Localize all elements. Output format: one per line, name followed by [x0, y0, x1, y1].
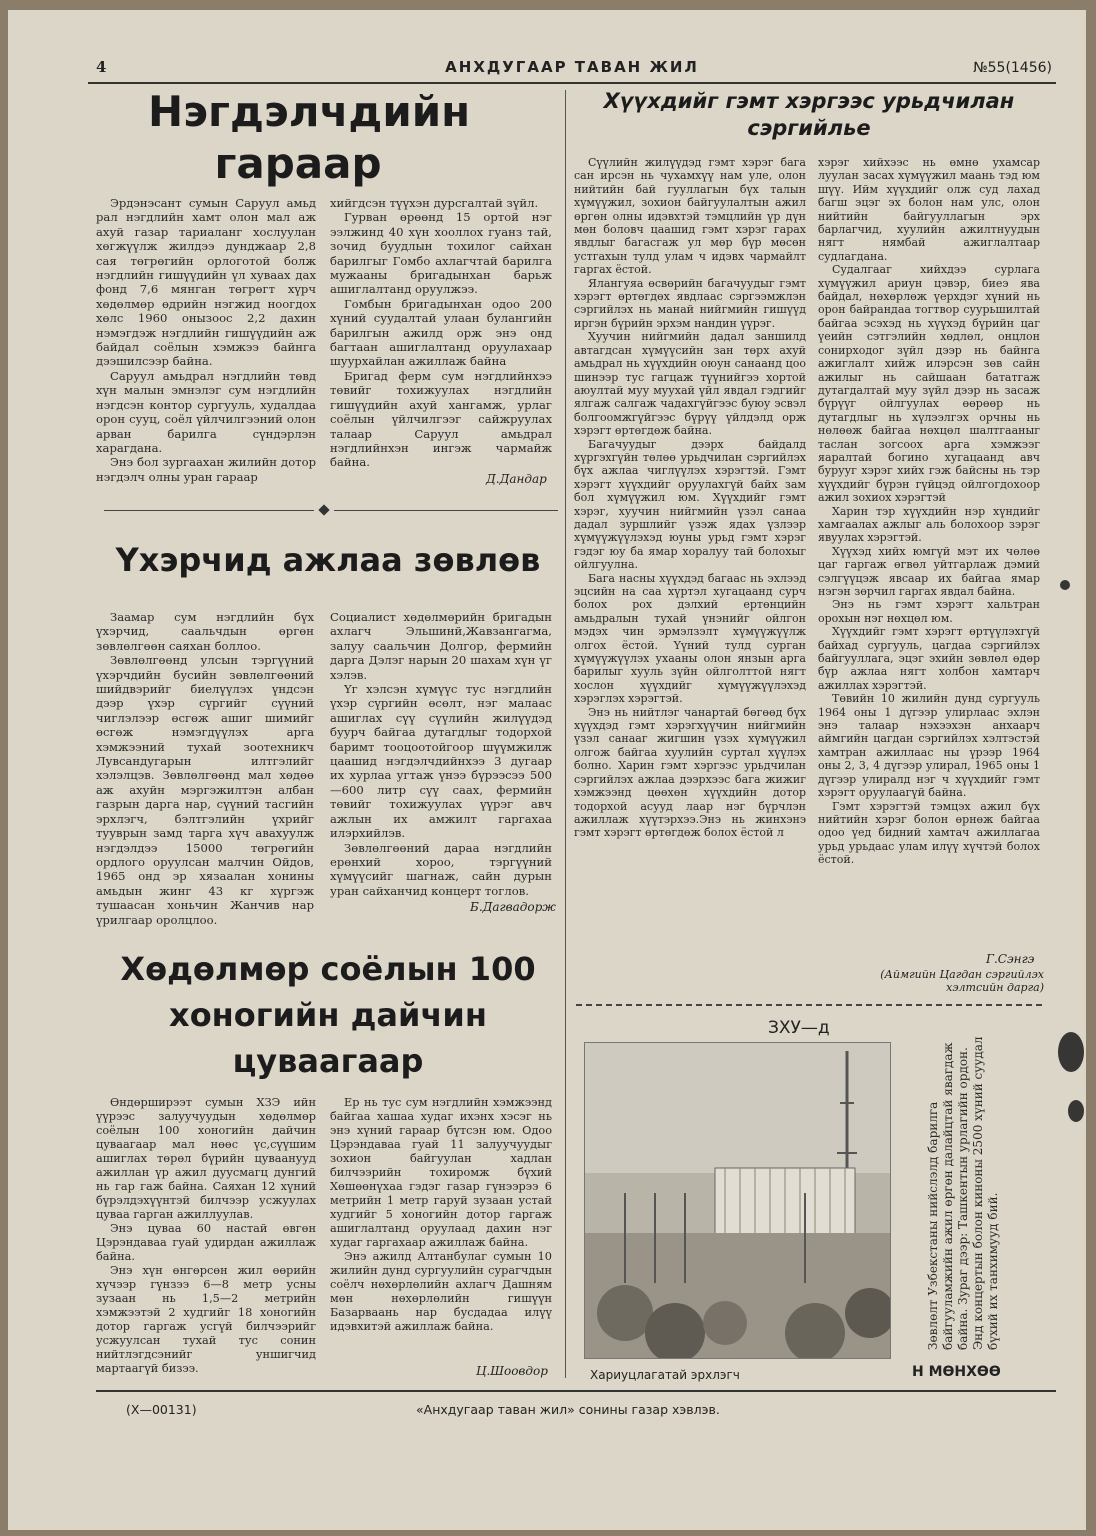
separator-ornament	[318, 504, 329, 515]
article2-paragraph: Заамар сум нэгдлийн бүх үхэрчид, саальчдын өргөн зөвлөлгөөн саяхан боллоо.	[96, 610, 314, 653]
article1-paragraph: Эрдэнэсант сумын Саруул амьд рал нэгдлийн хамт олон мал аж ахуй газар тариаланг хослуулан хөгжүүлж жилдээ дунджаар 2,8 сая төгрөгийн орлоготой болж нэгдлийн гишүүдийн үл хуваах дах фонд 7,6 мянган төгрөгт хүрч хөдөлмөр өдрийн нэгжид ноогдох хөлс 1960 онызоос 2,2 дахин нэмэгдэж нэгдлийн гишүүдийн аж байдал соёлын хэмжээ байнга дээшилсээр байна.	[96, 196, 316, 369]
article1-paragraph: Гурван өрөөнд 15 ортой нэг ээлжинд 40 хүн хооллох гуанз тай, зочид буудлын тохилог сайхан барилгыг Гомбо ахлагчтай барилга мужааны бригадынхан барьж ашиглалтанд оруулжээ.	[330, 210, 552, 297]
article1-title	[148, 86, 471, 190]
article1-col2	[330, 196, 552, 470]
article3-col1	[96, 1096, 316, 1376]
masthead: АНХДУГААР ТАВАН ЖИЛ	[445, 58, 699, 76]
article4-paragraph: Судалгааг хийхдээ сурлага хүмүүжил ариун цэвэр, биеэ ява байдал, нөхөрлөж үерхдэг хүний нь орон байрандаа тогтвор суурьшилтай байгаа эсэхэд нь хүүхэд бүрийн цаг үеийн сэтгэлийн хөдлөл, онцлон сонирходог зүйл дээр нь байнга ажиглалт хийж илэрсэн зөв сайн ажилыг нь сайшаан бататгаж дутагдалтай муу зүйл дээр нь засаж бүрүүг ойлгуулах өөрөөр нь дутагдлыг нь хүлээлгэх орчны нь нөлөөж байгаа нөхцөл шалтгааныг таслан зогсоох арга хэмжээг яаралтай богино хугацаанд авч бурууг хэрэг хийх гэж байсны нь тэр хүүхдийг бүрэн гүйцэд ойлгогдохоор ажил зохиох хэрэгтэй	[818, 263, 1040, 505]
article4-paragraph: Энэ нь гэмт хэрэгт хальтран орохын нэг нөхцөл юм.	[818, 598, 1040, 625]
article2-paragraph: Зөвлөлгөөний дараа нэгдлийн ерөнхий хороо, тэргүүний хүмүүсийг шагнаж, сайн дурын уран сайханчид концерт тоглов.	[330, 840, 552, 898]
page-header	[88, 48, 1056, 84]
article3-col2	[330, 1096, 552, 1334]
separator-line	[334, 510, 558, 511]
editor-label: Хариуцлагатай эрхлэгч	[590, 1368, 740, 1382]
page-number: 4	[96, 58, 107, 76]
article1-paragraph: хийгдсэн түүхэн дурсгалтай зүйл.	[330, 196, 539, 210]
article3-signature: Ц.Шоовдор	[476, 1364, 548, 1378]
photo-caption-text: Зөвлөлт Узбекстаны нийслэлд барилга байгууламжийн ажил өргөн далайцтай явагдаж байна. Зураг дээр: Ташкентын урлагийн ордон. Энд концертын болон киноны 2500 хүний суудал бүхий их танхимууд бий.	[926, 1036, 1000, 1350]
article2-paragraph: Зөвлөлгөөнд улсын тэргүүний үхэрчдийн бусийн зөвлөлгөөний шийдвэрийг биелүүлэх үндсэн дээр үхэр сүргийг сүүний чиглэлээр өсгөж ашиг шимийг өсгөж нэмэгдүүлэх арга хэмжээний тухай зоотехникч Лувсандугарын илтгэлийг хэлэлцэв. Зөвлөлгөөнд мал хөдөө аж ахуйн мэргэжилтэн албан газрын дарга нар, сүүний тасгийн эрхлэгч, бэлтгэлийн үхрийг тууврын замд тарга хүч авахуулж нэгдэлдээ 15000 төгрөгийн ордлого оруулсан малчин Ойдов, 1965 онд эр хязаалан хонины амьдын жинг 43 кг хүргэж тушаасан хоньчин Жанчив нар үрилгаар оролцлоо.	[96, 653, 314, 927]
ink-stain	[1058, 1032, 1084, 1072]
article4-title-line1: Хүүхдийг гэмт хэргээс урьдчилан	[603, 89, 1015, 113]
ink-stain	[1068, 1100, 1084, 1122]
article4-title-line2: сэргийлье	[747, 116, 871, 140]
article4-col2	[818, 156, 1040, 867]
article1-signature: Д.Дандар	[486, 472, 547, 486]
article4-signature: Г.Сэнгэ	[986, 952, 1035, 966]
article2-signature: Б.Дагвадорж	[470, 900, 556, 914]
article3-paragraph: Өндөрширээт сумын ХЗЭ ийн үүрээс залуучуудын хөдөлмөр соёлын 100 хоногийн дайчин цуваагаар мал нөөс үс,сүүшим ашиглах төрөл бүрийн цуваанууд ажиллан үр ажил дуусмагц дунгий нь гар гаж байна. Саяхан 12 хүний бүрэлдэхүүнтэй билчээр усжуулах цуваа гарган ажиллуулав.	[96, 1096, 316, 1221]
article2-title: Үхэрчид ажлаа зөвлөв	[115, 541, 541, 579]
photo-illustration	[585, 1043, 890, 1358]
article3-paragraph: Ер нь тус сум нэгдлийн хэмжээнд байгаа хашаа худаг ихэнх хэсэг нь энэ хүний гараар бүтсэн юм. Одоо Цэрэндаваа гуай 11 залуучуудыг зохион байгуулан хадлан билчээрийн тохиромж бүхий Хөшөөнүхаа гэдэг газар гүнээрээ 6 метрийн 1 метр гаруй зузаан устай худгийг 5 хоногийн дотор гаргаж ашиглалтанд оруулаад дахин нэг худаг гаргахаар ажиллаж байна.	[330, 1096, 552, 1249]
column-divider	[565, 90, 566, 1378]
editor-name: Н МӨНХӨӨ	[912, 1364, 1001, 1380]
photo-label: ЗХУ—д	[768, 1018, 830, 1038]
publisher-line: «Анхдугаар таван жил» сонины газар хэвлэв.	[416, 1402, 720, 1417]
article4-paragraph: Хүүхдийг гэмт хэрэгт өртүүлэхгүй байхад сургууль, цагдаа сэргийлэх байгууллага, эцэг эхийн зөвлөл өдөр бүр ажлаа нягт холбон хамтарч ажиллах хэрэгтэй.	[818, 625, 1040, 692]
article3-paragraph: Энэ ажилд Алтанбулаг сумын 10 жилийн дунд сургуулийн сурагчдын соёлч нөхөрлөлийн ахлагч Дашням мөн нөхөрлөлийн гишүүн Базарваань нар бусдадаа илүү идэвхитэй ажиллаж байна.	[330, 1250, 552, 1333]
article4-signature-title: (Аймгийн Цагдан сэргийлэх хэлтсийн дарга)	[880, 968, 1044, 994]
article3-title	[103, 946, 553, 1084]
photo-caption	[916, 1020, 1046, 1360]
page-footer	[96, 1390, 1056, 1426]
article4-paragraph: Гэмт хэрэгтэй тэмцэх ажил бүх нийтийн хэрэг болон өрнөж байгаа одоо үед бидний хамтач ажиллагаа урьд урьдаас улам илүү хүчтэй болох ёстой.	[818, 799, 1040, 867]
newspaper-page	[8, 10, 1086, 1530]
article4-paragraph: Сүүлийн жилүүдэд гэмт хэрэг бага сан ирсэн нь чухамхүү нам уле, олон нийтийн бай гууллагын бүх талын хүмүүжил, зохион байгуулалтын ажил өргөн олны идэвхтэй тэмцлийн үр дүн мөн боловч цаашид гэмт хэрэг гарах явдлыг багасгаж ул мөр бүр мөсөн устгахын тулд улам ч идэвх чармайлт гаргах ёстой.	[574, 156, 806, 277]
issue-number: №55(1456)	[973, 60, 1052, 76]
article2-col2	[330, 610, 552, 898]
article2-col1	[96, 610, 314, 927]
article2-paragraph: Социалист хөдөлмөрийн бригадын ахлагч Эльшинй,Жавзангагма, залуу саальчин Долгор, фермийн дарга Дэлэг нарын 20 шахам хүн үг хэлэв.	[330, 610, 552, 682]
article3-title-line2: хоногийн дайчин	[169, 996, 487, 1034]
article4-title	[574, 88, 1044, 142]
article4-paragraph: Багачуудыг дээрх байдалд хүргэхгүйн төлөө урьдчилан сэргийлэх бүх ажлаа чиглүүлэх хэрэгтэй. Гэмт хэрэгт хүүхдийг оруулахгүй байх зам бол хүмүүжил юм. Хүүхдийг гэмт хэрэг, хуучин нийгмийн үзэл санаа дадал зуршлийг үзэж ядах үзлээр хүмүүжүүлэхэд юуны урьд гэмт хэрэг гэдэг юу ба ямар хоралуу тай болохыг ойлгуулна.	[574, 437, 806, 572]
article3-paragraph: Энэ хүн өнгөрсөн жил өөрийн хүчээр гүнзээ 6—8 метр усны зузаан нь 1,5—2 метрийн хэмжээтэй 2 худгийг 18 хоногийн дотор гаргаж усгүй билчээрийг усжуулсан тухай тус сонин нийтлэгдсэнийг уншигчид мартаагүй бизээ.	[96, 1264, 316, 1375]
article4-paragraph: Бага насны хүүхдэд багаас нь эхлээд эцсийн на саа хүртэл хугацаанд сурч болох рох дэлхий ертөнцийн амьдралын тухай үнэнийг ойлгон мэдэх чин эрмэлзэлт хүмүүжүүлж олгох ёстой. Үүний тулд сурган хүмүүжүүлэх ухааны олон янзын арга барилыг хууль зүйн ойлголттой нягт хослон хүүхдийг хүмүүжүүлэхэд хэрэглэх хэрэгтэй.	[574, 571, 806, 706]
article4-paragraph: Харин тэр хүүхдийн нэр хүндийг хамгаалах ажлыг аль болохоор зэрэг явуулах хэрэгтэй.	[818, 504, 1040, 545]
article4-paragraph: хэрэг хийхээс нь өмнө ухамсар луулан засах хүмүүжил маань тэд юм шүү. Ийм хүүхдийг олж суд лахад багш эцэг эх болон нам улс, олон нийтийн байгууллагын эрх барлагчид, хуулийн ажилтнуудын нягт нямбай ажиглалтаар судлагдана.	[818, 156, 1040, 263]
print-code: (Х—00131)	[126, 1402, 197, 1417]
article4-col1	[574, 156, 806, 840]
article1-title-line1: Нэгдэлчдийн	[148, 87, 471, 136]
article4-paragraph: Энэ нь нийтлэг чанартай бөгөөд бүх хүүхдэд гэмт хэрэгхүүчин нийгмийн үзэл санааг жигшин үзэх хүмүүжил олгож байгаа хуулийн суртал хүүлэх болно. Харин гэмт хэргээс урьдчилан сэргийлэх ажлаа дээрхээс бага жижиг хэмжээнд цөөхөн хүүхдийн дотор тодорхой асууд лаар нэг бүрчлэн ажиллаж хүүтэрхээ.Энэ нь жинхэнэ гэмт хэрэгт өртөгдөж болох ёстой л	[574, 705, 806, 840]
ink-stain	[1060, 580, 1070, 590]
article1-paragraph: Бригад ферм сум нэгдлийнхээ төвийг тохижуулах нэгдлийн гишүүдийн ахуй хангамж, урлаг соёлын үйлчилгээг сайжруулах талаар Саруул амьдрал нэгдлийнхэн ингэж чармайж байна.	[330, 368, 552, 470]
separator-line	[576, 1004, 1042, 1006]
article4-paragraph: Хуучин нийгмийн дадал заншилд автагдсан хүмүүсийн зан төрх ахуй амьдрал нь хүүхдийн оюун санаанд цоо шинээр тус гагцаж түүнийгээ хортой аюултай муу муухай үйл явдал гэдгийг ялгаж салгаж чадахгүйгээс буюу эсвэл болгоомжгүйгээс бүрүү үйлдэлд орж хэрэгт өртөгдөж байна.	[574, 330, 806, 438]
article1-paragraph: Саруул амьдрал нэгдлийн төвд хүн малын эмнэлэг сум нэгдлийн нэгдсэн контор сургууль, худалдаа орон сууц, соёл үйлчилгээний олон арван барилга сүндэрлэн харагдана.	[96, 368, 316, 455]
article4-paragraph: Хүүхэд хийх юмгүй мэт их чөлөө цаг гаргаж өгвөл уйтгарлаж дэмий сэлгүүцэж явсаар их байгаа ямар нэгэн зөрчил гаргах явдал байна.	[818, 544, 1040, 598]
separator-line	[104, 510, 314, 511]
article3-title-line1: Хөдөлмөр соёлын 100	[120, 950, 536, 988]
article1-title-line2: гараар	[214, 139, 382, 188]
article4-paragraph: Төвийн 10 жилийн дунд сургууль 1964 оны 1 дүгээр улирлаас эхлэн энэ талаар нэхээхэн анхаарч аймгийн цагдан сэргийлэх хэлтэстэй хамтран ажиллаас ны үрээр 1964 оны 2, 3, 4 дүгээр улирал, 1965 оны 1 дүгээр улиралд нэг ч хүүхдийг гэмт хэрэгт оруулаагүй байна.	[818, 692, 1040, 800]
article3-title-line3: цуваагаар	[232, 1042, 424, 1080]
article1-col1	[96, 196, 316, 484]
article2-paragraph: Үг хэлсэн хүмүүс тус нэгдлийн үхэр сүргийн өсөлт, нэг малаас ашиглах сүү сүүлийн жилүүдэд буурч байгаа дутагдлыг тодорхой баримт тооцоотойгоор шүүмжилж цаашид нэгдэлчдийнхээ 3 дугаар их хурлаа угтаж үнээ бүрээсээ 500—600 литр сүү саах, фермийн төвийг тохижуулах үүрэг авч ажлын их амжилт гаргахаа илэрхийлэв.	[330, 682, 552, 841]
article1-paragraph: Энэ бол зургаахан жилийн дотор нэгдэлч олны уран гараар	[96, 455, 316, 484]
tashkent-palace-photo	[584, 1042, 891, 1359]
article1-paragraph: Гомбын бригадынхан одоо 200 хүний суудалтай улаан булангийн барилгын ажилд орж энэ онд багтаан ашиглалтанд оруулахаар шуурхайлан ажиллаж байна	[330, 296, 552, 369]
article3-paragraph: Энэ цуваа 60 настай өвгөн Цэрэндаваа гуай удирдан ажиллаж байна.	[96, 1222, 316, 1263]
article4-paragraph: Ялангуяа өсвөрийн багачуудыг гэмт хэрэгт өртөгдөх явдлаас сэргээмжлэн сэргийлэх нь манай нийгмийн гишүүд иргэн бүрийн эрхэм нандин үүрэг.	[574, 276, 806, 330]
